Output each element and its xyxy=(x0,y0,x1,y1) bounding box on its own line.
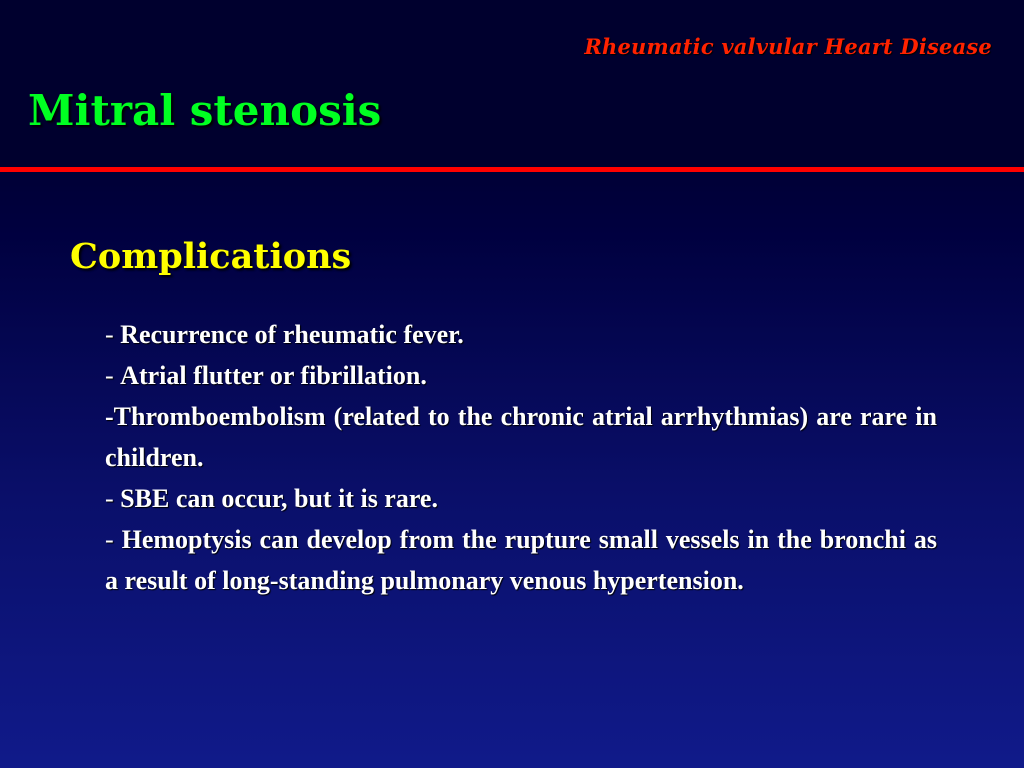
list-item-text: Hemoptysis can develop from the rupture small vessels in the bronchi as a result of long-standing pulmonary venous hypertension. xyxy=(105,525,937,595)
list-item-text: Atrial flutter or fibrillation. xyxy=(120,361,427,390)
bullet-dash: - xyxy=(105,320,121,349)
section-heading: Complications xyxy=(70,236,352,277)
list-item xyxy=(105,519,937,601)
list-item xyxy=(105,478,937,519)
slide-title: Mitral stenosis xyxy=(28,86,382,135)
list-item-text: Recurrence of rheumatic fever. xyxy=(120,320,464,349)
title-divider xyxy=(0,167,1024,172)
list-item xyxy=(105,396,937,478)
bullet-dash: - xyxy=(105,402,114,431)
complications-list xyxy=(105,314,937,601)
bullet-dash: - xyxy=(105,484,121,513)
list-item xyxy=(105,314,937,355)
header-band xyxy=(0,0,1024,168)
bullet-dash: - xyxy=(105,525,122,554)
slide-subtitle: Rheumatic valvular Heart Disease xyxy=(584,34,992,59)
bullet-dash: - xyxy=(105,361,121,390)
list-item-text: Thromboembolism (related to the chronic atrial arrhythmias) are rare in children. xyxy=(105,402,937,472)
list-item xyxy=(105,355,937,396)
list-item-text: SBE can occur, but it is rare. xyxy=(120,484,438,513)
